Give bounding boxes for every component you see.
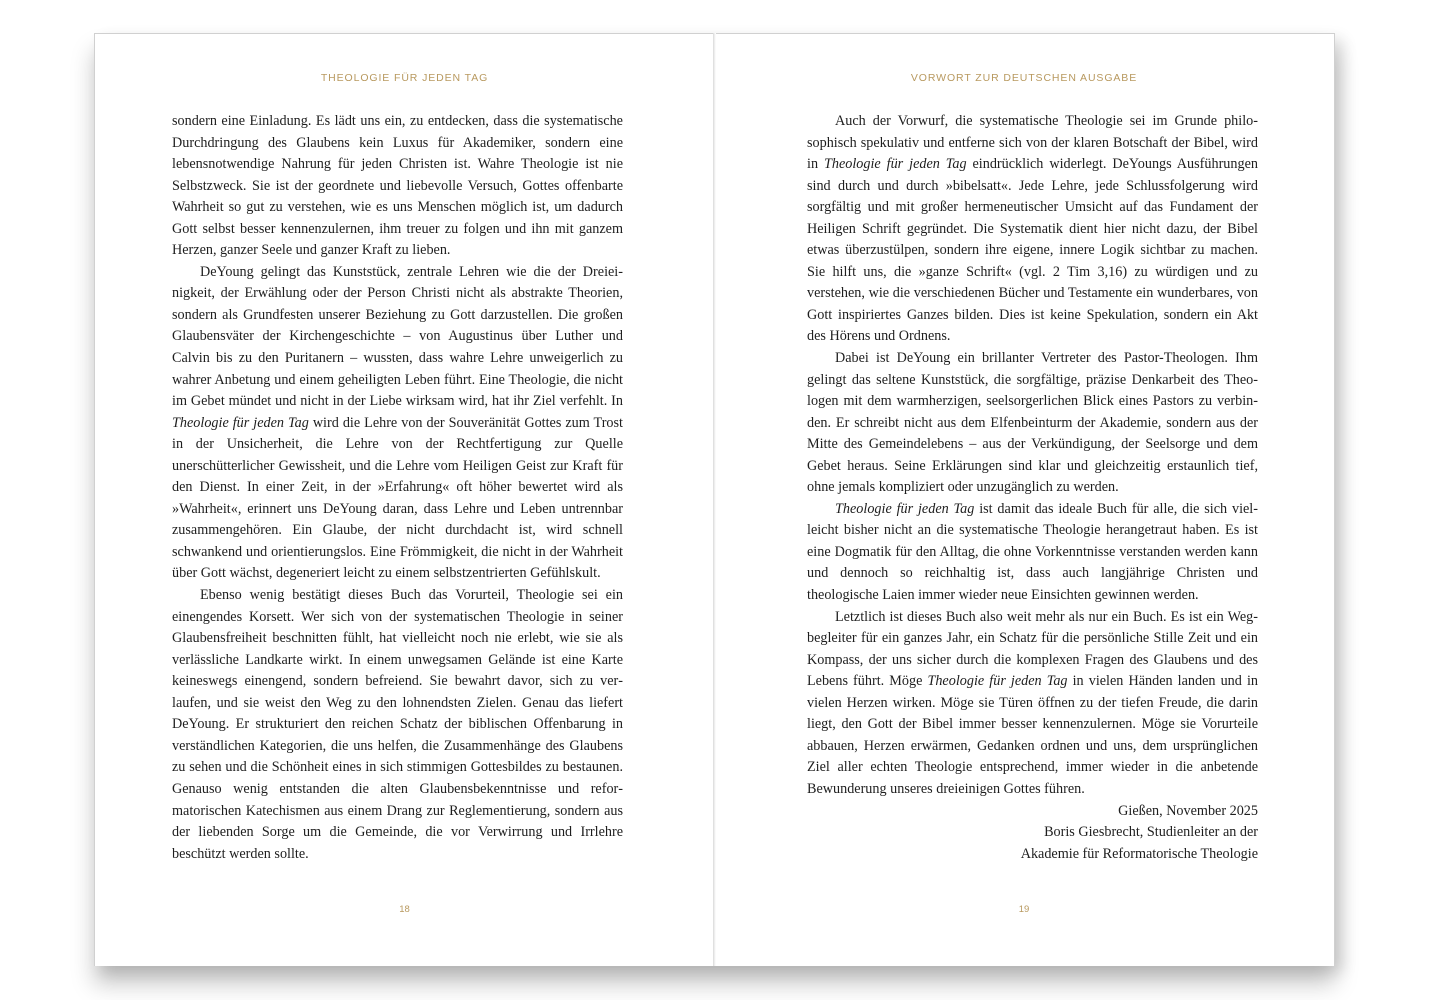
left-page-text bbox=[172, 111, 623, 865]
right-page-text bbox=[807, 111, 1258, 865]
page-number-right: 19 bbox=[1018, 904, 1030, 915]
book-title-italic: Theologie für jeden Tag bbox=[823, 156, 967, 173]
paragraph: sondern eine Einladung. Es lädt uns ein, zu entdecken, dass die systematische Durchdringung des Glaubens kein Luxus für Akademiker, sondern eine lebensnotwendige Nahrung für jeden Christen ist. Wahre Theologie ist nie Selbstzweck. Sie ist der geordnete und liebevolle Versuch, Gottes offenbarte Wahrheit so gut zu verstehen, wie es uns Menschen möglich ist, um dadurch Gott selbst besser kennenzulernen, ihm treuer zu folgen und ihn mit ganzem Herzen, ganzer Seele und ganzer Kraft zu lieben. bbox=[172, 113, 623, 259]
running-head-right: VORWORT ZUR DEUTSCHEN AUSGABE bbox=[910, 72, 1138, 84]
paragraph: Letztlich ist dieses Buch also weit mehr als nur ein Buch. Es ist ein Wegbegleiter für ein ganzes Jahr, ein Schatz für die persönliche Stille Zeit und ein Kompass, der uns sicher durch die komplexen Fragen des Glaubens und des Lebens führt. Möge Theologie für jeden Tag in vielen Händen landen und in vielen Herzen wirken. Möge sie Türen öffnen zu der tiefen Freude, die darin liegt, den Gott der Bibel immer besser kennenzulernen. Möge sie Vorurteile abbauen, Herzen erwärmen, Gedanken ordnen und uns, dem ursprünglichen Ziel aller echten Theologie entsprechend, immer wieder in die anbetende Bewunderung unseres dreieinigen Gottes führen. bbox=[807, 608, 1258, 797]
book-spread bbox=[94, 33, 1335, 966]
paragraph: Theologie für jeden Tag ist damit das ideale Buch für alle, die sich vielleicht bisher nicht an die systematische Theologie herangetraut haben. Es ist eine Dogmatik für den Alltag, die ohne Vorkenntnisse verstanden werden kann und dennoch so reichhaltig ist, dass auch langjährige Christen und theologische Laien immer wieder neue Einsichten gewinnen werden. bbox=[807, 500, 1258, 604]
paragraph: Ebenso wenig bestätigt dieses Buch das Vorurteil, Theologie sei ein einengendes Korsett. Wer sich von der systematischen Theologie in seiner Glaubensfreiheit beschnitten fühlt, hat vielleicht noch nie erlebt, wie sie als verlässliche Landkarte wirkt. In einem unwegsamen Gelände ist eine Karte keineswegs einengend, sondern befreiend. Sie bewahrt davor, sich zu verlaufen, und sie weist den Weg zu den lohnendsten Zielen. Genau das liefert DeYoung. Er strukturiert den reichen Schatz der biblischen Offenbarung in verständlichen Kategorien, die uns helfen, die Zusammenhänge des Glaubens zu sehen und die Schönheit eines in sich stimmigen Gottesbildes zu bestaunen. Genauso wenig entstanden die alten Glaubensbekenntnisse und reformatorischen Katechismen aus einem Drang zur Reglementierung, sondern aus der liebenden Sorge um die Gemeinde, die vor Verwirrung und Irrlehre beschützt werden sollte. bbox=[172, 587, 623, 862]
right-page bbox=[714, 33, 1335, 966]
running-head-left: THEOLOGIE FÜR JEDEN TAG bbox=[320, 72, 489, 84]
page-number-left: 18 bbox=[399, 904, 410, 915]
book-title-italic: Theologie für jeden Tag bbox=[835, 500, 975, 517]
book-title-italic: Theologie für jeden Tag bbox=[172, 414, 309, 431]
book-gutter bbox=[713, 33, 716, 966]
paragraph: DeYoung gelingt das Kunststück, zentrale Lehren wie die der Dreieinigkeit, der Erwählung oder der Person Christi nicht als abstrakte Theorien, sondern als Grundfesten unserer Beziehung zu Gott darzustellen. Die großen Glaubensväter der Kirchengeschichte – von Augustinus über Luther und Calvin bis zu den Puritanern – wussten, dass wahre Lehre unweigerlich zu wahrer Anbetung und einem geheiligten Leben führt. Eine Theologie, die nicht im Gebet mündet und nicht in der Liebe wirksam wird, hat ihr Ziel verfehlt. In Theologie für jeden Tag wird die Lehre von der Souveränität Gottes zum Trost in der Unsicherheit, die Lehre von der Rechtfertigung zur Quelle unerschütterlicher Gewissheit, und die Lehre vom Heiligen Geist zur Kraft für den Dienst. In einer Zeit, in der »Erfahrung« oft höher bewertet wird als »Wahrheit«, erinnert uns DeYoung daran, dass Lehre und Leben untrennbar zusammengehören. Ein Glaube, der nicht durchdacht ist, wird schnell schwankend und orientierungslos. Eine Frömmigkeit, die nicht in der Wahrheit über Gott wächst, degeneriert leicht zu einem selbstzentrierten Gefühlskult. bbox=[172, 263, 623, 582]
paragraph: Dabei ist DeYoung ein brillanter Vertreter des Pastor-Theologen. Ihm gelingt das seltene Kunststück, die sorgfältige, präzise Denkarbeit des Theologen mit dem warmherzigen, seelsorgerlichen Blick eines Pastors zu verbinden. Er schreibt nicht aus dem Elfenbeinturm der Akademie, sondern aus der Mitte des Gemeindelebens – aus der Verkündigung, der Seelsorge und dem Gebet heraus. Seine Erklärungen sind klar und gleichzeitig erstaunlich tief, ohne jemals kompliziert oder unzugänglich zu werden. bbox=[807, 350, 1258, 496]
book-title-italic: Theologie für jeden Tag bbox=[927, 673, 1068, 690]
signature-name: Boris Giesbrecht, Studienleiter an der bbox=[1044, 824, 1258, 841]
signature-place-date: Gießen, November 2025 bbox=[1118, 802, 1258, 819]
paragraph: Auch der Vorwurf, die systematische Theologie sei im Grunde philosophisch spekulativ und entferne sich von der klaren Botschaft der Bibel, wird in Theologie für jeden Tag eindrücklich widerlegt. DeYoungs Ausführungen sind durch und durch »bibelsatt«. Jede Lehre, jede Schlussfolgerung wird sorgfältig und mit großer hermeneutischer Umsicht auf das Fundament der Heiligen Schrift gegründet. Die Systematik dient hier nicht dazu, der Bibel etwas überzustülpen, sondern ihre eigene, innere Logik sichtbar zu machen. Sie hilft uns, die »ganze Schrift« (vgl. 2 Tim 3,16) zu würdigen und zu verstehen, wie die verschiedenen Bücher und Testamente ein wunderbares, von Gott inspiriertes Ganzes bilden. Dies ist keine Spekulation, sondern ein Akt des Hörens und Ordnens. bbox=[807, 113, 1258, 345]
left-page bbox=[94, 33, 714, 966]
signature-institution: Akademie für Reformatorische Theologie bbox=[1020, 845, 1258, 862]
